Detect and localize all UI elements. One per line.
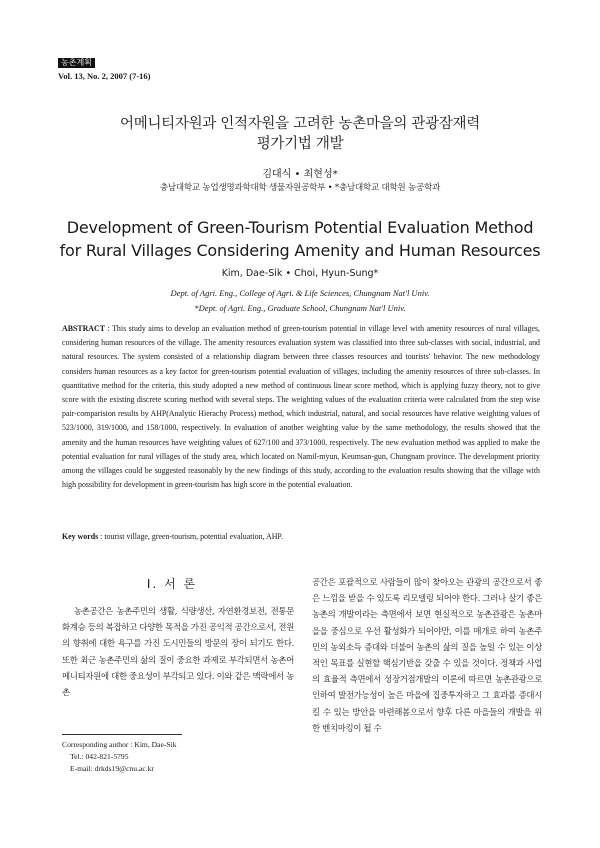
title-english [40, 216, 560, 262]
keywords [62, 532, 540, 541]
affiliation-korean: 충남대학교 농업생명과학대학 생물자원공학부 • *충남대학교 대학원 농공학과 [159, 183, 441, 193]
affiliation-english-line-1: Dept. of Agri. Eng., College of Agri. & Life Sciences, Chungnam Nat'l Univ. [170, 288, 430, 298]
footnote-author: Corresponding author : Kim, Dae-Sik [62, 740, 177, 749]
authors-korean: 김대식 • 최현성* [262, 169, 338, 180]
corresponding-author-footnote [62, 739, 294, 775]
keywords-text: : tourist village, green-tourism, potential evaluation, AHP. [100, 532, 283, 541]
abstract-label: ABSTRACT [62, 324, 105, 333]
body-column-right [312, 574, 542, 736]
body-paragraph-left: 농촌공간은 농촌주민의 생활, 식량생산, 자연환경보전, 전통문화계승 등의 복잡하고 다양한 목적을 가진 공익적 공간으로서, 전원의 향취에 대한 욕구를 가진 도시민들의 방문의 장이 되기도 한다. 또한 최근 농촌주민의 삶의 질이 중요한 과제로 부각되면서 농촌어메니티자원에 대한 중요성이 부각되고 있다. 이와 같은 맥락에서 농촌 [62, 606, 294, 698]
title-korean-line-2: 평가기법 개발 [256, 136, 344, 152]
title-korean [60, 114, 540, 154]
section-heading-introduction: Ⅰ. 서 론 [146, 577, 198, 591]
footnote-divider [62, 734, 182, 735]
authors-english: Kim, Dae-Sik • Choi, Hyun-Sung* [221, 268, 379, 279]
body-column-left [62, 603, 294, 700]
footnote-email: E-mail: drkds19@cnu.ac.kr [70, 764, 154, 773]
title-korean-line-1: 어메니티자원과 인적자원을 고려한 농촌마을의 관광잠재력 [120, 116, 480, 132]
volume-info: Vol. 13, No. 2, 2007 (7-16) [58, 71, 151, 81]
journal-badge: 농촌계획 [58, 58, 95, 68]
affiliation-english [60, 286, 540, 316]
abstract [62, 322, 540, 492]
affiliation-english-line-2: *Dept. of Agri. Eng., Graduate School, Chungnam Nat'l Univ. [194, 303, 406, 313]
title-english-line-2: for Rural Villages Considering Amenity and Human Resources [59, 241, 541, 260]
abstract-text: : This study aims to develop an evaluation method of green-tourism potential in village level with amenity resources of rural villages, considering human resources of the village. The amenity resources evaluation system was classified into three sub-classes with social, industrial, and natural resources. The system consisted of a relationship diagram between three classes resources and tourists' behavior. The new methodology considers human resources as a key factor for green-tourism potential evaluation of villages, including the amenity resources of three sub-classes. In quantitative method for the criteria, this study adopted a new method of continuous linear score method, which is applying fuzzy theory, not to give score with the existing discrete scoring method with several steps. The weighting values of the evaluation criteria were calculated from the step wise pair-comparision results by AHP(Analytic Hierachy Process) method, which industrial, natural, and social resources have relative weighting values of 523/1000, 319/1000, and 158/1000, respectively. In evaluation of another weighting value by the same methodology, the results showed that the amenity and the human resources have weighting values of 627/100 and 373/1000, respectively. The new evaluation method was applied to make the potential evaluation for rural villages of the study area, which located on Namil-myun, Keumsan-gun, Chungnam province. The development priority among the villages could be suggested reasonably by the new findings of this study, according to the evaluation results showing that the village with high possibility for development in green-tourism has high score in the potential evaluation. [62, 324, 540, 490]
footnote-phone: Tel.: 042-821-5795 [70, 752, 129, 761]
keywords-label: Key words [62, 532, 99, 541]
title-english-line-1: Development of Green-Tourism Potential Evaluation Method [66, 218, 534, 237]
body-paragraph-right: 공간은 포괄적으로 사람들이 많이 찾아오는 관광의 공간으로서 좋은 느낌을 받을 수 있도록 리모델링 되어야 한다. 그러나 살기 좋은 농촌의 개발이라는 측면에서 보면 현실적으로 농촌관광은 농촌마을을 중심으로 우선 활성화가 되어야만, 이를 매개로 하여 농촌주민의 농외소득 증대와 더불어 농촌의 삶의 질을 높일 수 있는 이상적인 목표를 실현할 핵심기반을 갖출 수 있을 것이다. 정책과 사업의 효율적 측면에서 성장거점개발의 이론에 따르면 농촌관광으로 인하여 발전가능성이 높은 마을에 집중투자하고 그 효과를 증대시킬 수 있는 방안을 마련해봄으로서 향후 다른 마을들의 개발을 위한 벤치마킹이 될 수 [312, 577, 542, 733]
